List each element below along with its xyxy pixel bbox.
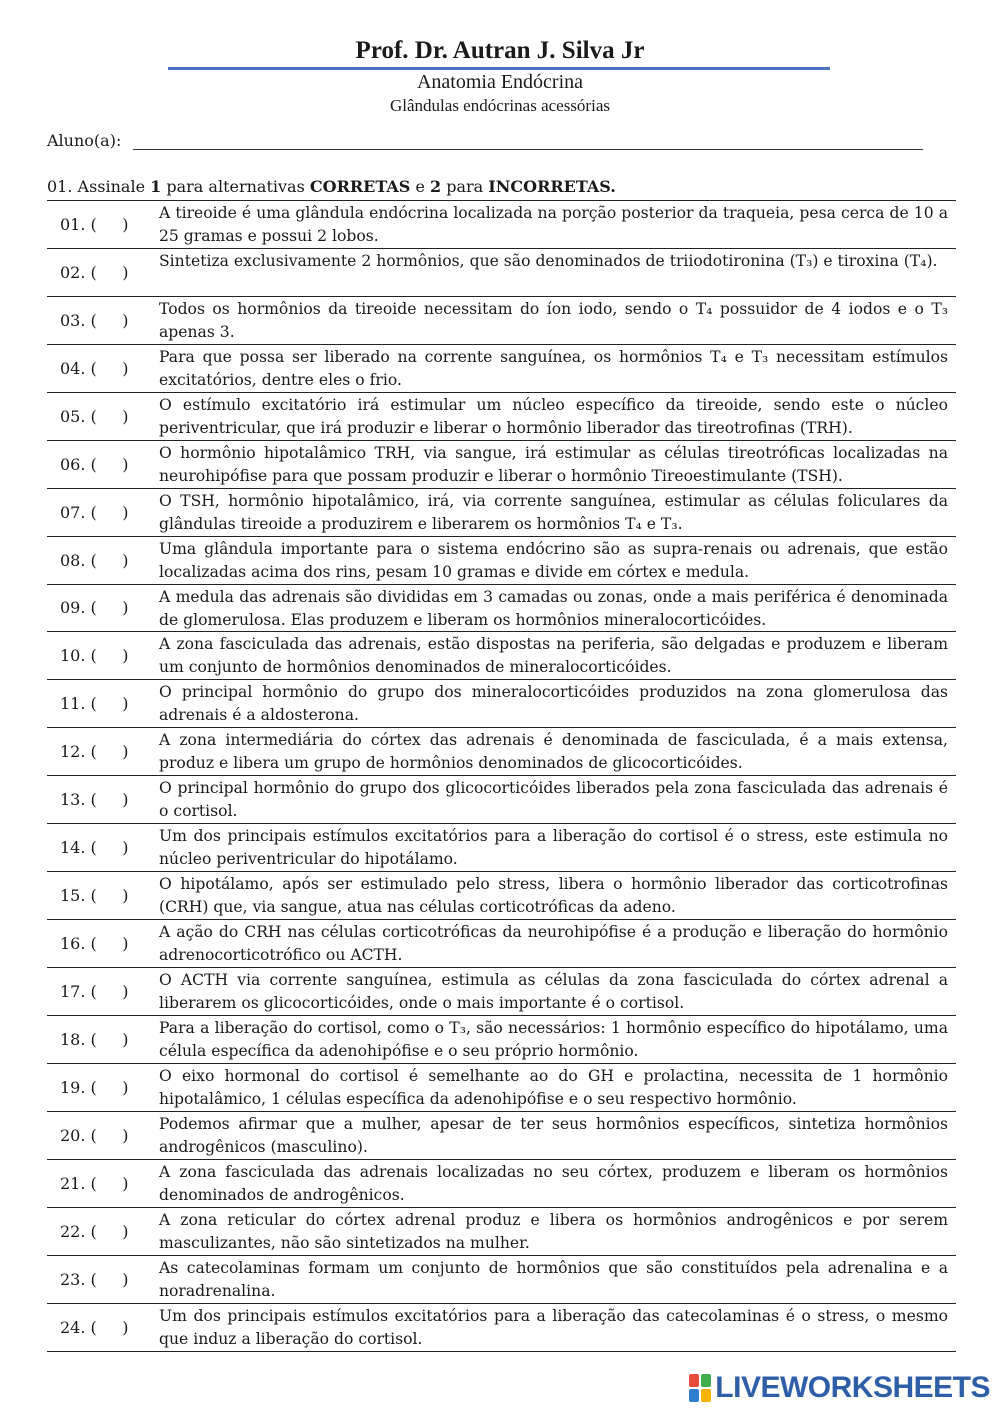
question-row: [47, 775, 956, 823]
answer-box[interactable]: 11. ( ): [60, 694, 129, 714]
question-text: A zona reticular do córtex adrenal produz e libera os hormônios androgênicos e por serem masculizantes, não são sintetizados na mulher.: [159, 1210, 948, 1252]
answer-box[interactable]: 13. ( ): [60, 790, 129, 810]
topic: Glândulas endócrinas acessórias: [390, 96, 610, 115]
answer-box[interactable]: 10. ( ): [60, 646, 129, 666]
question-text: O principal hormônio do grupo dos mineralocorticóides produzidos na zona glomerulosa das adrenais é a aldosterona.: [159, 683, 948, 725]
question-row: [47, 967, 956, 1015]
answer-box[interactable]: 15. ( ): [60, 886, 129, 906]
instruction-prefix: 01. Assinale: [47, 177, 151, 196]
answer-box[interactable]: 20. ( ): [60, 1125, 129, 1145]
questions-table: [47, 200, 956, 1352]
answer-box[interactable]: 08. ( ): [60, 550, 129, 570]
liveworksheets-logo-icon: [689, 1374, 711, 1402]
answer-box[interactable]: 14. ( ): [60, 838, 129, 858]
student-name-line[interactable]: [133, 149, 923, 150]
question-text: Um dos principais estímulos excitatórios para a liberação das catecolaminas é o stress, o mesmo que induz a liberação do cortisol.: [159, 1306, 948, 1348]
answer-box[interactable]: 18. ( ): [60, 1029, 129, 1049]
question-row: [47, 823, 956, 871]
question-row: [47, 1159, 956, 1207]
answer-box[interactable]: 24. ( ): [60, 1317, 129, 1337]
question-text: O TSH, hormônio hipotalâmico, irá, via corrente sanguínea, estimular as células foliculares da glândulas tireoide a produzirem e liberarem os hormônios T₄ e T₃.: [159, 491, 948, 533]
answer-box[interactable]: 06. ( ): [60, 454, 129, 474]
answer-box[interactable]: 03. ( ): [60, 310, 129, 330]
question-row: [47, 488, 956, 536]
watermark-text: LIVEWORKSHEETS: [715, 1371, 990, 1404]
instruction-two: 2: [430, 177, 442, 196]
question-row: [47, 871, 956, 919]
instruction-one: 1: [150, 177, 162, 196]
question-text: O ACTH via corrente sanguínea, estimula as células da zona fasciculada do córtex adrenal a liberarem os glicocorticóides, onde o mais importante é o cortisol.: [159, 971, 948, 1012]
question-row: [47, 584, 956, 632]
logo-square: [701, 1374, 711, 1387]
question-row: [47, 536, 956, 584]
logo-square: [701, 1389, 711, 1402]
answer-box[interactable]: 09. ( ): [60, 598, 129, 618]
question-text: Para a liberação do cortisol, como o T₃, são necessários: 1 hormônio específico do hipotálamo, uma célula específica da adenohipófise e o seu próprio hormônio.: [159, 1018, 948, 1060]
instruction: [47, 177, 616, 197]
question-text: Sintetiza exclusivamente 2 hormônios, que são denominados de triiodotironina (T₃) e tiroxina (T₄).: [159, 251, 938, 270]
page-title: Prof. Dr. Autran J. Silva Jr: [355, 37, 645, 64]
question-row: [47, 200, 956, 248]
answer-box[interactable]: 12. ( ): [60, 742, 129, 762]
question-text: O eixo hormonal do cortisol é semelhante ao do GH e prolactina, necessita de 1 hormônio hipotalâmico, 1 células específica da adenohipófise e o seu respectivo hormônio.: [159, 1066, 948, 1108]
question-text: A ação do CRH nas células corticotróficas da neurohipófise é a produção e liberação do hormônio adrenocorticotrófico ou ACTH.: [159, 923, 948, 965]
question-text: A zona fasciculada das adrenais, estão dispostas na periferia, são delgadas e produzem e liberam um conjunto de hormônios denominados de mineralocorticóides.: [159, 635, 948, 677]
question-row: [47, 919, 956, 967]
answer-box[interactable]: 04. ( ): [60, 358, 129, 378]
question-row: [47, 1063, 956, 1111]
title-underline: [168, 67, 830, 70]
question-text: As catecolaminas formam um conjunto de hormônios que são constituídos pela adrenalina e a noradrenalina.: [159, 1258, 948, 1300]
question-text: Para que possa ser liberado na corrente sanguínea, os hormônios T₄ e T₃ necessitam estímulos excitatórios, dentre eles o frio.: [159, 347, 948, 389]
question-row: [47, 344, 956, 392]
answer-box[interactable]: 22. ( ): [60, 1221, 129, 1241]
question-row: [47, 679, 956, 727]
question-text: A zona fasciculada das adrenais localizadas no seu córtex, produzem e liberam os hormônios denominados de androgênicos.: [159, 1162, 948, 1204]
question-row: [47, 1111, 956, 1159]
question-text: A zona intermediária do córtex das adrenais é denominada de fasciculada, é a mais extensa, produz e libera um grupo de hormônios denominados de glicocorticóides.: [159, 731, 948, 773]
student-label: Aluno(a):: [47, 131, 122, 150]
answer-box[interactable]: 16. ( ): [60, 934, 129, 954]
instruction-mid2: e: [410, 177, 430, 196]
question-row: [47, 440, 956, 488]
question-text: Um dos principais estímulos excitatórios para a liberação do cortisol é o stress, este estimula no núcleo periventricular do hipotálamo.: [159, 827, 948, 869]
instruction-incorrect: INCORRETAS.: [488, 177, 616, 196]
question-text: O hipotálamo, após ser estimulado pelo stress, libera o hormônio liberador das corticotrofinas (CRH) que, via sangue, atua nas células corticotróficas da adeno.: [159, 875, 948, 917]
question-row: [47, 1015, 956, 1063]
answer-box[interactable]: 02. ( ): [60, 262, 129, 282]
question-text: A medula das adrenais são divididas em 3 camadas ou zonas, onde a mais periférica é denominada de glomerulosa. Elas produzem e liberam os hormônios mineralocorticóides.: [159, 587, 948, 629]
answer-box[interactable]: 01. ( ): [60, 214, 129, 234]
question-row: [47, 1255, 956, 1303]
answer-box[interactable]: 19. ( ): [60, 1077, 129, 1097]
question-text: A tireoide é uma glândula endócrina localizada na porção posterior da traqueia, pesa cerca de 10 a 25 gramas e possui 2 lobos.: [159, 204, 948, 245]
instruction-mid1: para alternativas: [161, 177, 310, 196]
question-text: O principal hormônio do grupo dos glicocorticóides liberados pela zona fasciculada das adrenais é o cortisol.: [159, 779, 948, 821]
answer-box[interactable]: 21. ( ): [60, 1173, 129, 1193]
subtitle: Anatomia Endócrina: [416, 71, 584, 93]
question-row: [47, 631, 956, 679]
logo-square: [689, 1389, 699, 1402]
question-text: O estímulo excitatório irá estimular um núcleo específico da tireoide, sendo este o núcleo periventricular, que irá produzir e liberar o hormônio liberador das tireotrofinas (TRH).: [159, 395, 948, 437]
question-text: Todos os hormônios da tireoide necessitam do íon iodo, sendo o T₄ possuidor de 4 iodos e o T₃ apenas 3.: [159, 299, 948, 341]
instruction-correct: CORRETAS: [309, 177, 411, 196]
question-row: [47, 1303, 956, 1352]
logo-square: [689, 1374, 699, 1387]
question-row: [47, 392, 956, 440]
header: [0, 36, 1000, 66]
answer-box[interactable]: 17. ( ): [60, 981, 129, 1001]
answer-box[interactable]: 23. ( ): [60, 1269, 129, 1289]
liveworksheets-logo: [689, 1371, 990, 1405]
answer-box[interactable]: 05. ( ): [60, 406, 129, 426]
question-row: [47, 248, 956, 296]
question-row: [47, 1207, 956, 1255]
question-row: [47, 296, 956, 344]
question-text: Podemos afirmar que a mulher, apesar de ter seus hormônios específicos, sintetiza hormônios androgênicos (masculino).: [159, 1114, 948, 1156]
question-text: O hormônio hipotalâmico TRH, via sangue, irá estimular as células tireotróficas localizadas na neurohipófise para que possam produzir e liberar o hormônio Tireoestimulante (TSH).: [159, 443, 948, 485]
question-row: [47, 727, 956, 775]
answer-box[interactable]: 07. ( ): [60, 502, 129, 522]
question-text: Uma glândula importante para o sistema endócrino são as supra-renais ou adrenais, que estão localizadas acima dos rins, pesam 10 gramas e divide em córtex e medula.: [159, 539, 948, 581]
instruction-mid3: para: [441, 177, 489, 196]
